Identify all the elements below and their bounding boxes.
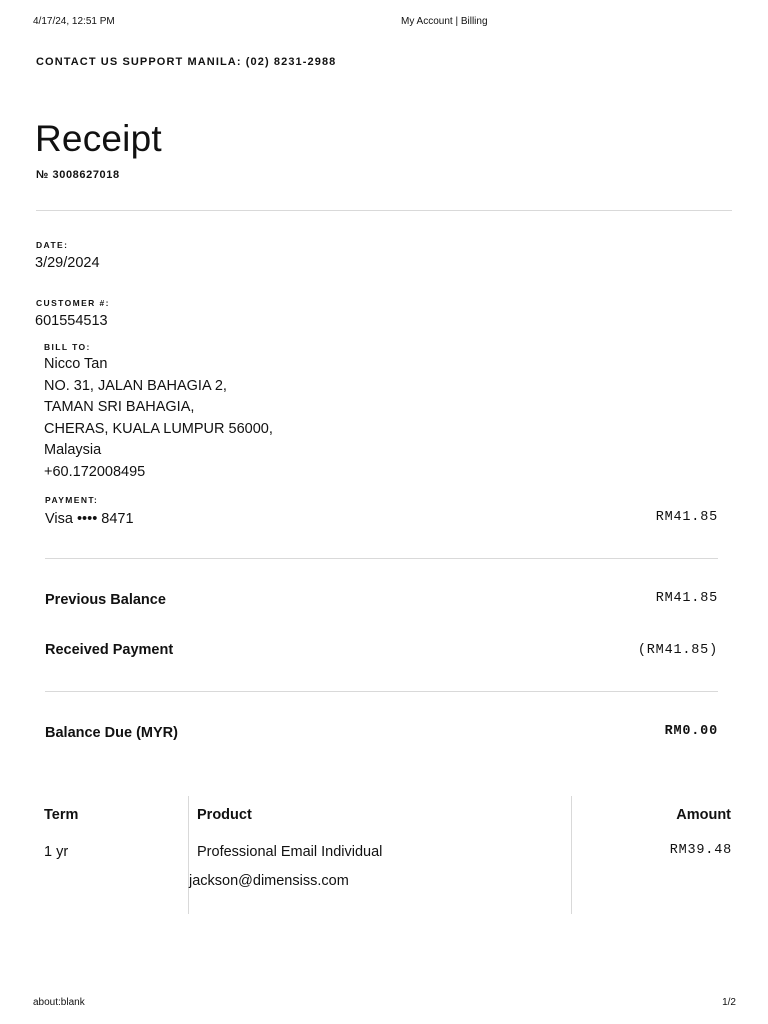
print-page-title: My Account | Billing [401,16,488,27]
table-header-product: Product [197,807,252,823]
divider [36,210,732,211]
bill-to-area: TAMAN SRI BAHAGIA, [44,399,195,416]
received-payment-amount: (RM41.85) [637,643,718,658]
customer-label: CUSTOMER #: [36,298,110,308]
contact-support: CONTACT US SUPPORT MANILA: (02) 8231-2988 [36,56,337,68]
payment-label: PAYMENT: [45,495,99,505]
table-column-divider [571,796,572,914]
table-header-amount: Amount [676,807,731,823]
payment-method: Visa •••• 8471 [45,511,134,527]
receipt-number: № 3008627018 [36,169,120,181]
print-url: about:blank [33,997,85,1008]
table-header-term: Term [44,807,79,823]
print-datetime: 4/17/24, 12:51 PM [33,16,115,27]
bill-to-phone: +60.172008495 [44,463,146,480]
table-cell-term: 1 yr [44,844,69,860]
table-column-divider [188,796,189,914]
table-cell-product: Professional Email Individual [197,844,383,860]
bill-to-name: Nicco Tan [44,356,108,372]
bill-to-street: NO. 31, JALAN BAHAGIA 2, [44,377,227,394]
page-title: Receipt [35,118,162,159]
date-label: DATE: [36,240,69,250]
balance-due-label: Balance Due (MYR) [45,725,178,741]
bill-to-country: Malaysia [44,442,102,459]
divider [45,691,718,692]
date-value: 3/29/2024 [35,255,100,271]
bill-to-address [44,354,273,484]
received-payment-label: Received Payment [45,642,174,658]
balance-due-amount: RM0.00 [664,724,718,739]
bill-to-city: CHERAS, KUALA LUMPUR 56000, [44,420,273,437]
customer-value: 601554513 [35,313,108,329]
bill-to-label: BILL TO: [44,342,91,352]
divider [45,558,718,559]
previous-balance-label: Previous Balance [45,592,166,608]
previous-balance-amount: RM41.85 [655,591,718,606]
payment-amount: RM41.85 [655,510,718,525]
table-cell-product-detail: jackson@dimensiss.com [189,873,349,889]
table-cell-amount: RM39.48 [669,843,732,858]
print-page-number: 1/2 [722,997,736,1008]
